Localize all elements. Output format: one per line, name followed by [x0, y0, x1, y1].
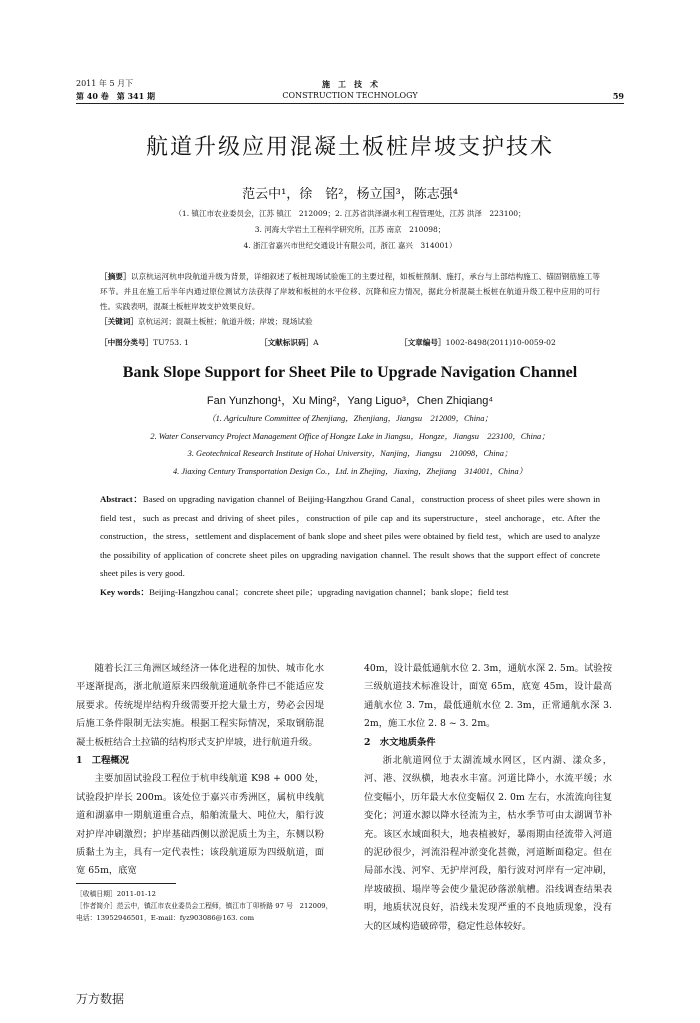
abstract-cn-label: ［摘要］ [100, 272, 131, 281]
header-journal-en: CONSTRUCTION TECHNOLOGY [282, 91, 418, 100]
article-number-value: 1002-8498(2011)10-0059-02 [445, 338, 556, 347]
section-2-heading: 2 水文地质条件 [364, 736, 436, 748]
doc-code-field [260, 337, 319, 348]
article-number-label: ［文章编号］ [400, 338, 446, 347]
abstract-en-label: Abstract： [100, 494, 143, 504]
abstract-en [100, 490, 600, 601]
affiliation-en-line: 2. Water Conservancy Project Management Office of Hongze Lake in Jiangsu，Hongze，Jiangsu 223100，China； [150, 431, 550, 441]
authors-cn: 范云中¹，徐 铭²，杨立国³，陈志强⁴ [242, 187, 458, 202]
keywords-en-label: Key words： [100, 586, 150, 597]
running-header [76, 78, 624, 106]
continued-paragraph: 40m，设计最低通航水位 2. 3m，通航水深 2. 5m。试验按三级航道技术标准设计，面宽 65m，底宽 45m，设计最高通航水位 3. 7m，最低通航水位 2. 3m，正常通航水深 3. 2m，施工水位 2. 8 ~ 3. 2m。 [364, 663, 612, 730]
title-cn: 航道升级应用混凝土板桩岸坡支护技术 [145, 135, 554, 160]
doc-code-value: A [313, 338, 319, 347]
keywords-cn-label: ［关键词］ [100, 317, 138, 326]
affiliation-en-line: 4. Jiaxing Century Transportation Design Co.，Ltd. in Zhejing，Jiaxing，Zhejiang 314001，China） [172, 466, 528, 476]
clc-value: TU753. 1 [153, 338, 189, 347]
body-column-left [76, 660, 324, 881]
header-volume: 第 40 卷 第 341 期 [76, 91, 155, 101]
header-journal-cn: 施 工 技 术 [322, 79, 378, 89]
abstract-cn [100, 269, 600, 329]
footnote-rule [76, 883, 176, 884]
affiliation-cn-line: （1. 镇江市农业委员会，江苏 镇江 212009；2. 江苏省洪泽湖水利工程管理处，江苏 洪泽 223100； [174, 209, 526, 218]
footnote [76, 888, 338, 924]
received-date: ［收稿日期］2011-01-12 [76, 890, 156, 898]
body-column-right [364, 660, 612, 936]
header-journal [76, 78, 624, 102]
header-page-number: 59 [612, 91, 624, 101]
clc-label: ［中图分类号］ [100, 338, 154, 347]
title-en: Bank Slope Support for Sheet Pile to Upgrade Navigation Channel [122, 364, 578, 381]
keywords-en-text: Beijing-Hangzhou canal；concrete sheet pile；upgrading navigation channel；bank slope；field test [149, 586, 509, 597]
authors-en: Fan Yunzhong¹，Xu Ming²，Yang Liguo³，Chen Zhiqiang⁴ [206, 395, 494, 407]
affiliations-cn [90, 206, 610, 254]
affiliation-en-line: 3. Geotechnical Research Institute of Hohai University，Nanjing，Jiangsu 210098，China； [187, 449, 513, 458]
abstract-en-text: Based on upgrading navigation channel of Beijing-Hangzhou Grand Canal，construction process of sheet piles were shown in field test，such as precast and driving of sheet piles，construction of pile cap and its superstructure，steel anchorage，etc. After the construction，the stress，settlement and displacement of bank slope and sheet piles were obtained by field test，which are used to analyze the possibility of application of concrete sheet piles on upgrading navigation channel. The result shows that the support effect of concrete sheet piles is very good. [100, 494, 600, 578]
affiliations-en [100, 410, 600, 480]
section-1-paragraph: 主要加固试验段工程位于杭申线航道 K98 + 000 处，试验段护岸长 200m。该处位于嘉兴市秀洲区，属杭申线航道和湖嘉申一期航道重合点，船舶流量大、吨位大，船行波对护岸冲刷激烈；护岸基础西侧以淤泥质土为主，东侧以粉质黏土为主，具有一定代表性；该段航道原为四级航道，面宽 65m，底宽 [76, 773, 324, 877]
intro-paragraph: 随着长江三角洲区域经济一体化进程的加快、城市化水平逐渐提高，浙北航道原来四级航道通航条件已不能适应发展要求。传统堤岸结构升级需要开挖大量土方，势必会因堤后施工条件限制无法实施。根据工程实际情况，采取钢筋混凝土板桩结合土拉锚的结构形式支护岸坡，进行航道升级。 [76, 663, 324, 748]
header-rule [76, 103, 624, 104]
keywords-cn-text: 京杭运河；混凝土板桩；航道升级；岸坡；现场试验 [137, 317, 313, 326]
clc-field [100, 337, 189, 348]
affiliation-cn-line: 3. 河海大学岩土工程科学研究所，江苏 南京 210098； [254, 225, 446, 234]
doc-code-label: ［文献标识码］ [260, 338, 314, 347]
affiliation-cn-line: 4. 浙江省嘉兴市世纪交通设计有限公司，浙江 嘉兴 314001） [243, 241, 457, 250]
section-2-paragraph: 浙北航道网位于太湖流域水网区，区内湖、漾众多，河、港、汊纵横，地表水丰富。河道比降小，水流平缓；水位变幅小，历年最大水位变幅仅 2. 0m 左右，水流流向往复变化；河道水源以降水径流为主，枯水季节可由太湖调节补充。该区水域面积大，地表植被好，暴雨期由径流带入河道的泥砂很少，河流沿程冲淤变化甚微，河道断面稳定。但在局部水浅、河窄、无护岸河段，船行波对河岸有一定冲刷，岸坡破损、塌岸等会使少量泥砂落淤航槽。沿线调查结果表明，地质状况良好，沿线未发现严重的不良地质现象，没有大的区域构造破碎带，稳定性总体较好。 [364, 755, 612, 932]
section-1-heading: 1 工程概况 [76, 755, 129, 767]
author-bio: ［作者简介］范云中，镇江市农业委员会工程师，镇江市丁卯桥路 97 号 212009，电话：13952946501，E-mail：fyz903086@163. com [76, 902, 333, 922]
header-date: 2011 年 5 月下 [76, 79, 134, 88]
abstract-cn-text: 以京杭运河杭申段航道升级为背景，详细叙述了板桩现场试验施工的主要过程，如板桩预制、施打，承台与上部结构施工、锚固钢筋施工等环节。并且在施工后半年内通过原位测试方法获得了岸坡和板桩的水平位移、沉降和应力情况，据此分析混凝土板桩在航道升级工程中应用的可行性。实践表明，混凝土板桩岸坡支护效果良好。 [100, 272, 600, 311]
article-number-field [400, 337, 556, 348]
affiliation-en-line: （1. Agriculture Committee of Zhenjiang，Zhenjiang，Jiangsu 212009，China； [207, 414, 493, 423]
watermark: 万方数据 [76, 992, 125, 1006]
